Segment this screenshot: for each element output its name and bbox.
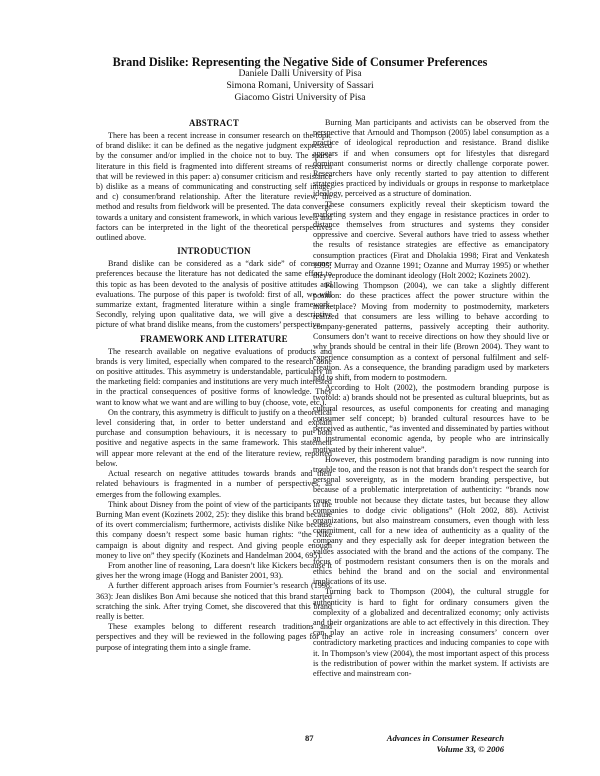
framework-paragraph: On the contrary, this asymmetry is difficult to justify on a theoretical level considering that, in order to better understand and explain purchase and consumption behaviours, it is necessary to put both positive and negative aspects in the same framework. This statement will appear more relevant at the end of the literature review, reported below. xyxy=(96,407,332,468)
page-number: 87 xyxy=(305,733,314,743)
left-column xyxy=(96,118,332,653)
framework-heading: FRAMEWORK AND LITERATURE xyxy=(140,333,288,344)
framework-paragraph: Think about Disney from the point of view of the participants in the Burning Man event (Kozinets 2002, 25): they dislike this brand because of its overt commercialism; furthermore, activists dislike Nike because this company doesn’t respect some basic human rights: “the Nike campaign is about dignity and respect. And giving people enough money to live on” they specify (Kozinets and Handelman 2004, 695). xyxy=(96,499,332,560)
author-list xyxy=(0,68,600,104)
author-line: Giacomo Gistri University of Pisa xyxy=(234,92,366,103)
abstract-heading: ABSTRACT xyxy=(189,118,239,128)
framework-paragraph: These examples belong to different research traditions and perspectives and they will be reviewed in the following pages for the purpose of integrating them into a single frame. xyxy=(96,622,332,652)
author-line: Daniele Dalli University of Pisa xyxy=(238,68,362,79)
body-paragraph: According to Holt (2002), the postmodern branding purpose is twofold: a) brands should not be presented as cultural blueprints, but as cultural resources, as useful components for creating and managing consumer self concept; b) branded cultural resources have to be perceived as authentic, “as invented and disseminated by parties without an instrumental economic agenda, by people who are intrinsically motivated by their inherent value”. xyxy=(313,383,549,454)
framework-paragraph: A further different approach arises from Fournier’s research (1998, 363): Jean dislikes Bon Ami because she noticed that this brand started scratching the sink. After trying Comet, she discovered that this brand really is better. xyxy=(96,581,332,621)
body-paragraph: These consumers explicitly reveal their skepticism toward the marketing system and they engage in resistance practices in order to distance themselves from structures and systems they consider oppressive and coercive. Several authors have tried to assess whether the results of resistance strategies are effective as emancipatory consumption practices (Firat and Dholakia 1998; Firat and Venkatesh 1995; Murray and Ozanne 1991; Ozanne and Murray 1995) or whether they reproduce the dominant ideology (Holt 2002; Kozinets 2002). xyxy=(313,199,549,281)
body-paragraph: Turning back to Thompson (2004), the cultural struggle for authenticity is hard to fight for ordinary consumers given the complexity of a globalized and decentralized economy; only activists and their organizations are able to act effectively in this direction. They can play an active role in increasing consumers’ concern over contradictory marketing practices and inducing companies to cope with it. In Thompson’s view (2004), the most important aspect of this process is the redistribution of power within the market system. If activists are effective and mainstream con- xyxy=(313,587,549,678)
framework-paragraph: The research available on negative evaluations of products and brands is very limited, especially when compared to the research done on positive attitudes. This asymmetry is understandable, particularly in the marketing field: companies and institutions are very much interested in the practical consequences of positive forms of knowledge. They want to know what we want and are willing to buy (choose, vote, etc.). xyxy=(96,346,332,407)
right-column xyxy=(313,118,549,679)
author-line: Simona Romani, University of Sassari xyxy=(226,80,374,91)
framework-paragraph: Actual research on negative attitudes towards brands and their related behaviours is fragmented in a number of perspectives, as emerges from the following examples. xyxy=(96,469,332,499)
journal-info xyxy=(387,733,504,754)
journal-volume: Volume 33, © 2006 xyxy=(436,743,504,754)
framework-paragraph: From another line of reasoning, Lara doesn’t like Kickers because it gives her the wrong image (Hogg and Banister 2001, 93). xyxy=(96,560,332,581)
body-paragraph: Burning Man participants and activists can be observed from the perspective that Arnould and Thompson (2005) label consumption as a practice of ideological reproduction and resistance. Brand dislike appears if and when consumers opt for lifestyles that disregard dominant consumerist norms or directly challenge corporate power. Researchers have only recently started to pay attention to different strategies practiced by individuals or groups in response to marketplace ideology, perceived as a structure of domination. xyxy=(313,118,549,199)
journal-name: Advances in Consumer Research xyxy=(386,733,504,743)
paper-title: Brand Dislike: Representing the Negative Side of Consumer Preferences xyxy=(112,55,488,69)
introduction-paragraph: Brand dislike can be considered as a “dark side” of consumer preferences because the literature has not dedicated the same effort to this topic as has been devoted to the analysis of positive attitudes and evaluations. The purpose of this paper is twofold: first of all, we will summarize extant, fragmented literature within a single framework. Secondly, relying upon qualitative data, we will give a descriptive picture of what brand dislike means, from the customers’ perspective. xyxy=(96,259,332,330)
abstract-paragraph: There has been a recent increase in consumer research on the topic of brand dislike: it can be defined as the negative judgment expressed by the consumer and/or implied in the choice not to buy. The sparse literature in this field is fragmented into different streams of research that will be reviewed in this paper: a) consumer criticism and resistance b) dislike as a means of communicating and constructing self image, and c) consumer/brand relationship. After the literature review, the method and results from fieldwork will be presented. The data converge towards a unitary and consistent framework, in which various levels and factors can be interpreted in the light of the theoretical perspectives outlined above. xyxy=(96,131,332,243)
introduction-heading: INTRODUCTION xyxy=(177,246,251,257)
body-paragraph: However, this postmodern branding paradigm is now running into trouble too, and the reason is not that brands don’t respect the search for personal sovereignty, as in the modern branding perspective, but because of a problematic interpretation of authenticity: “brands now cause trouble not because they dictate tastes, but because they allow companies to dodge civic obligations” (Holt 2002, 88). Activist organizations, but also mainstream consumers, even though with less commitment, call for a new idea of authenticity as a quality of the company and they especially ask for deeper integration between the values associated with the brand and the actions of the company. The focus of postmodern resistant consumers then is on the morals and ethics behind the brand and on the social and environmental implications of its use. xyxy=(313,454,549,587)
body-paragraph: Following Thompson (2004), we can take a slightly different position: do these practices affect the power structure within the marketplace? Moving from modernity to postmodernity, marketers realized that consumers are less willing to behave according to company-generated patterns, passively accepting their authority. Consumers don’t want to receive directions on how they should live or why brands should be central in their life (Brown 2004). They want to experience consumption as a context of personal fulfilment and self-creation. As a consequence, the branding paradigm used by marketers had to shift, from modern to postmodern. xyxy=(313,281,549,383)
